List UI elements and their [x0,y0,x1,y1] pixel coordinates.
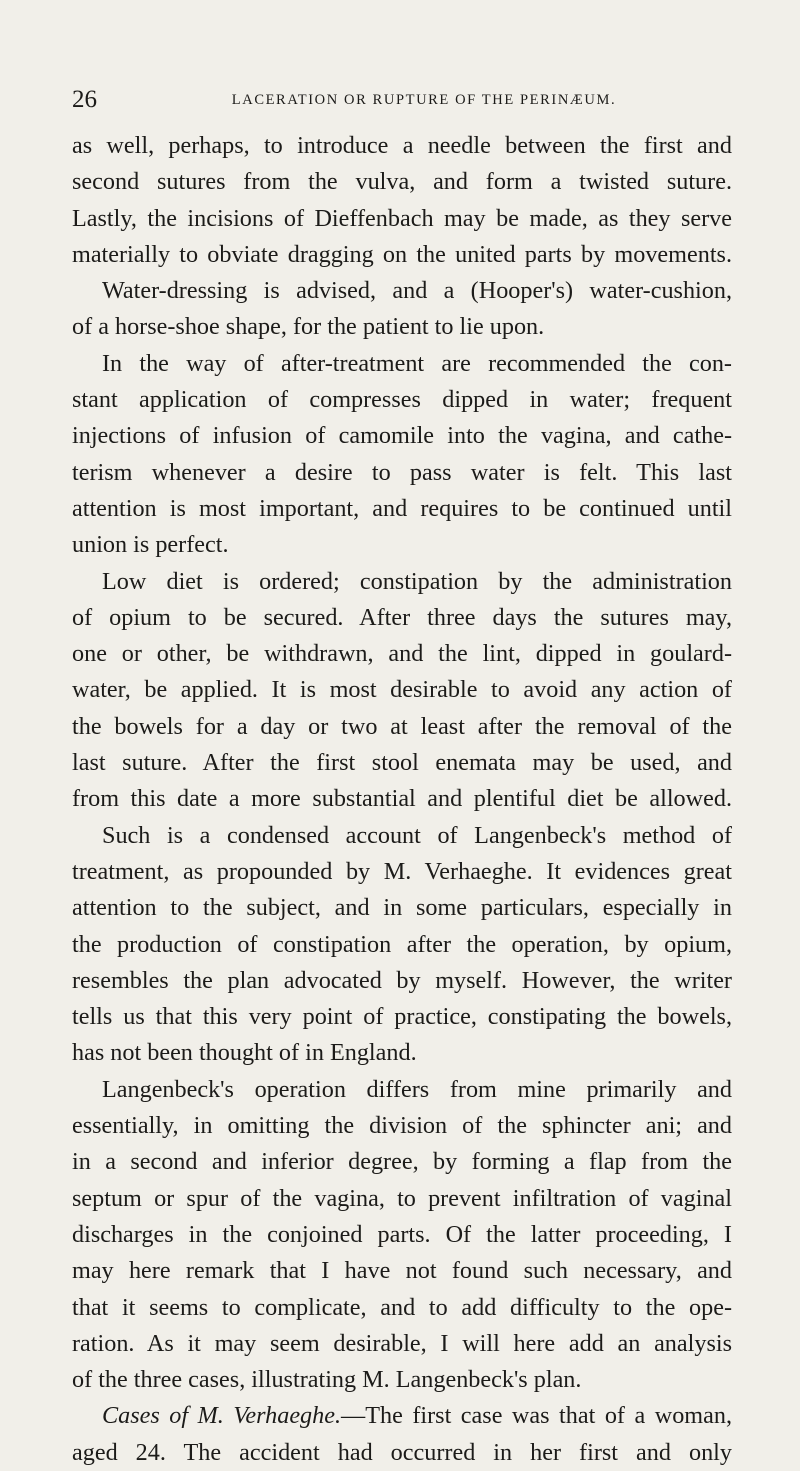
text-line: Langenbeck's operation differs from mine primarily and [102,1075,732,1103]
text-line: ration. As it may seem desirable, I will here add an analysis [72,1329,732,1357]
running-title: LACERATION OR RUPTURE OF THE PERINÆUM. [231,92,617,108]
text-line: injections of infusion of camomile into the vagina, and cathe- [72,422,732,450]
text-line: resembles the plan advocated by myself. However, the writer [72,966,732,994]
text-line: the production of constipation after the operation, by opium, [72,930,732,958]
text-line: in a second and inferior degree, by forming a flap from the [72,1148,732,1176]
text-line: from this date a more substantial and plentiful diet be allowed. [72,785,732,813]
text-line: union is perfect. [72,531,229,559]
text-line: Lastly, the incisions of Dieffenbach may be made, as they serve [72,204,732,232]
text-line: stant application of compresses dipped in water; frequent [72,386,732,414]
text-line: In the way of after-treatment are recommended the con- [102,349,732,377]
text-line: Water-dressing is advised, and a (Hooper's) water-cushion, [102,277,732,305]
page-header [72,84,732,116]
text-line: materially to obviate dragging on the united parts by movements. [72,240,732,268]
case-heading-line [72,1398,732,1434]
text-line: terism whenever a desire to pass water is felt. This last [72,458,732,486]
case-heading: Cases of M. Verhaeghe. [102,1402,342,1430]
text-line: has not been thought of in England. [72,1039,417,1067]
text-line: of the three cases, illustrating M. Langenbeck's plan. [72,1366,582,1394]
text-line: may here remark that I have not found such necessary, and [72,1257,732,1285]
text-line: one or other, be withdrawn, and the lint, dipped in goulard- [72,640,732,668]
case-text: —The first case was that of a woman, [341,1402,732,1430]
text-line: attention to the subject, and in some particulars, especially in [72,894,732,922]
text-line: that it seems to complicate, and to add difficulty to the ope- [72,1293,732,1321]
text-line: discharges in the conjoined parts. Of the latter proceeding, I [72,1220,732,1248]
text-line: treatment, as propounded by M. Verhaeghe. It evidences great [72,857,732,885]
text-line: second sutures from the vulva, and form a twisted suture. [72,168,732,196]
text-line: aged 24. The accident had occurred in her first and only [72,1438,732,1466]
text-line: essentially, in omitting the division of the sphincter ani; and [72,1112,732,1140]
text-line: water, be applied. It is most desirable to avoid any action of [72,676,732,704]
text-line: the bowels for a day or two at least after the removal of the [72,712,732,740]
text-line: last suture. After the first stool enemata may be used, and [72,749,732,777]
body-text [72,128,732,1471]
text-line: attention is most important, and requires to be continued until [72,494,732,522]
text-line: as well, perhaps, to introduce a needle between the first and [72,132,732,159]
page-number: 26 [72,86,97,113]
text-line: Low diet is ordered; constipation by the administration [102,567,732,595]
text-line: septum or spur of the vagina, to prevent infiltration of vaginal [72,1184,732,1212]
text-line: Such is a condensed account of Langenbeck's method of [102,821,732,849]
text-line: of opium to be secured. After three days the sutures may, [72,603,732,631]
text-line: of a horse-shoe shape, for the patient to lie upon. [72,313,545,341]
text-line: tells us that this very point of practice, constipating the bowels, [72,1003,732,1031]
